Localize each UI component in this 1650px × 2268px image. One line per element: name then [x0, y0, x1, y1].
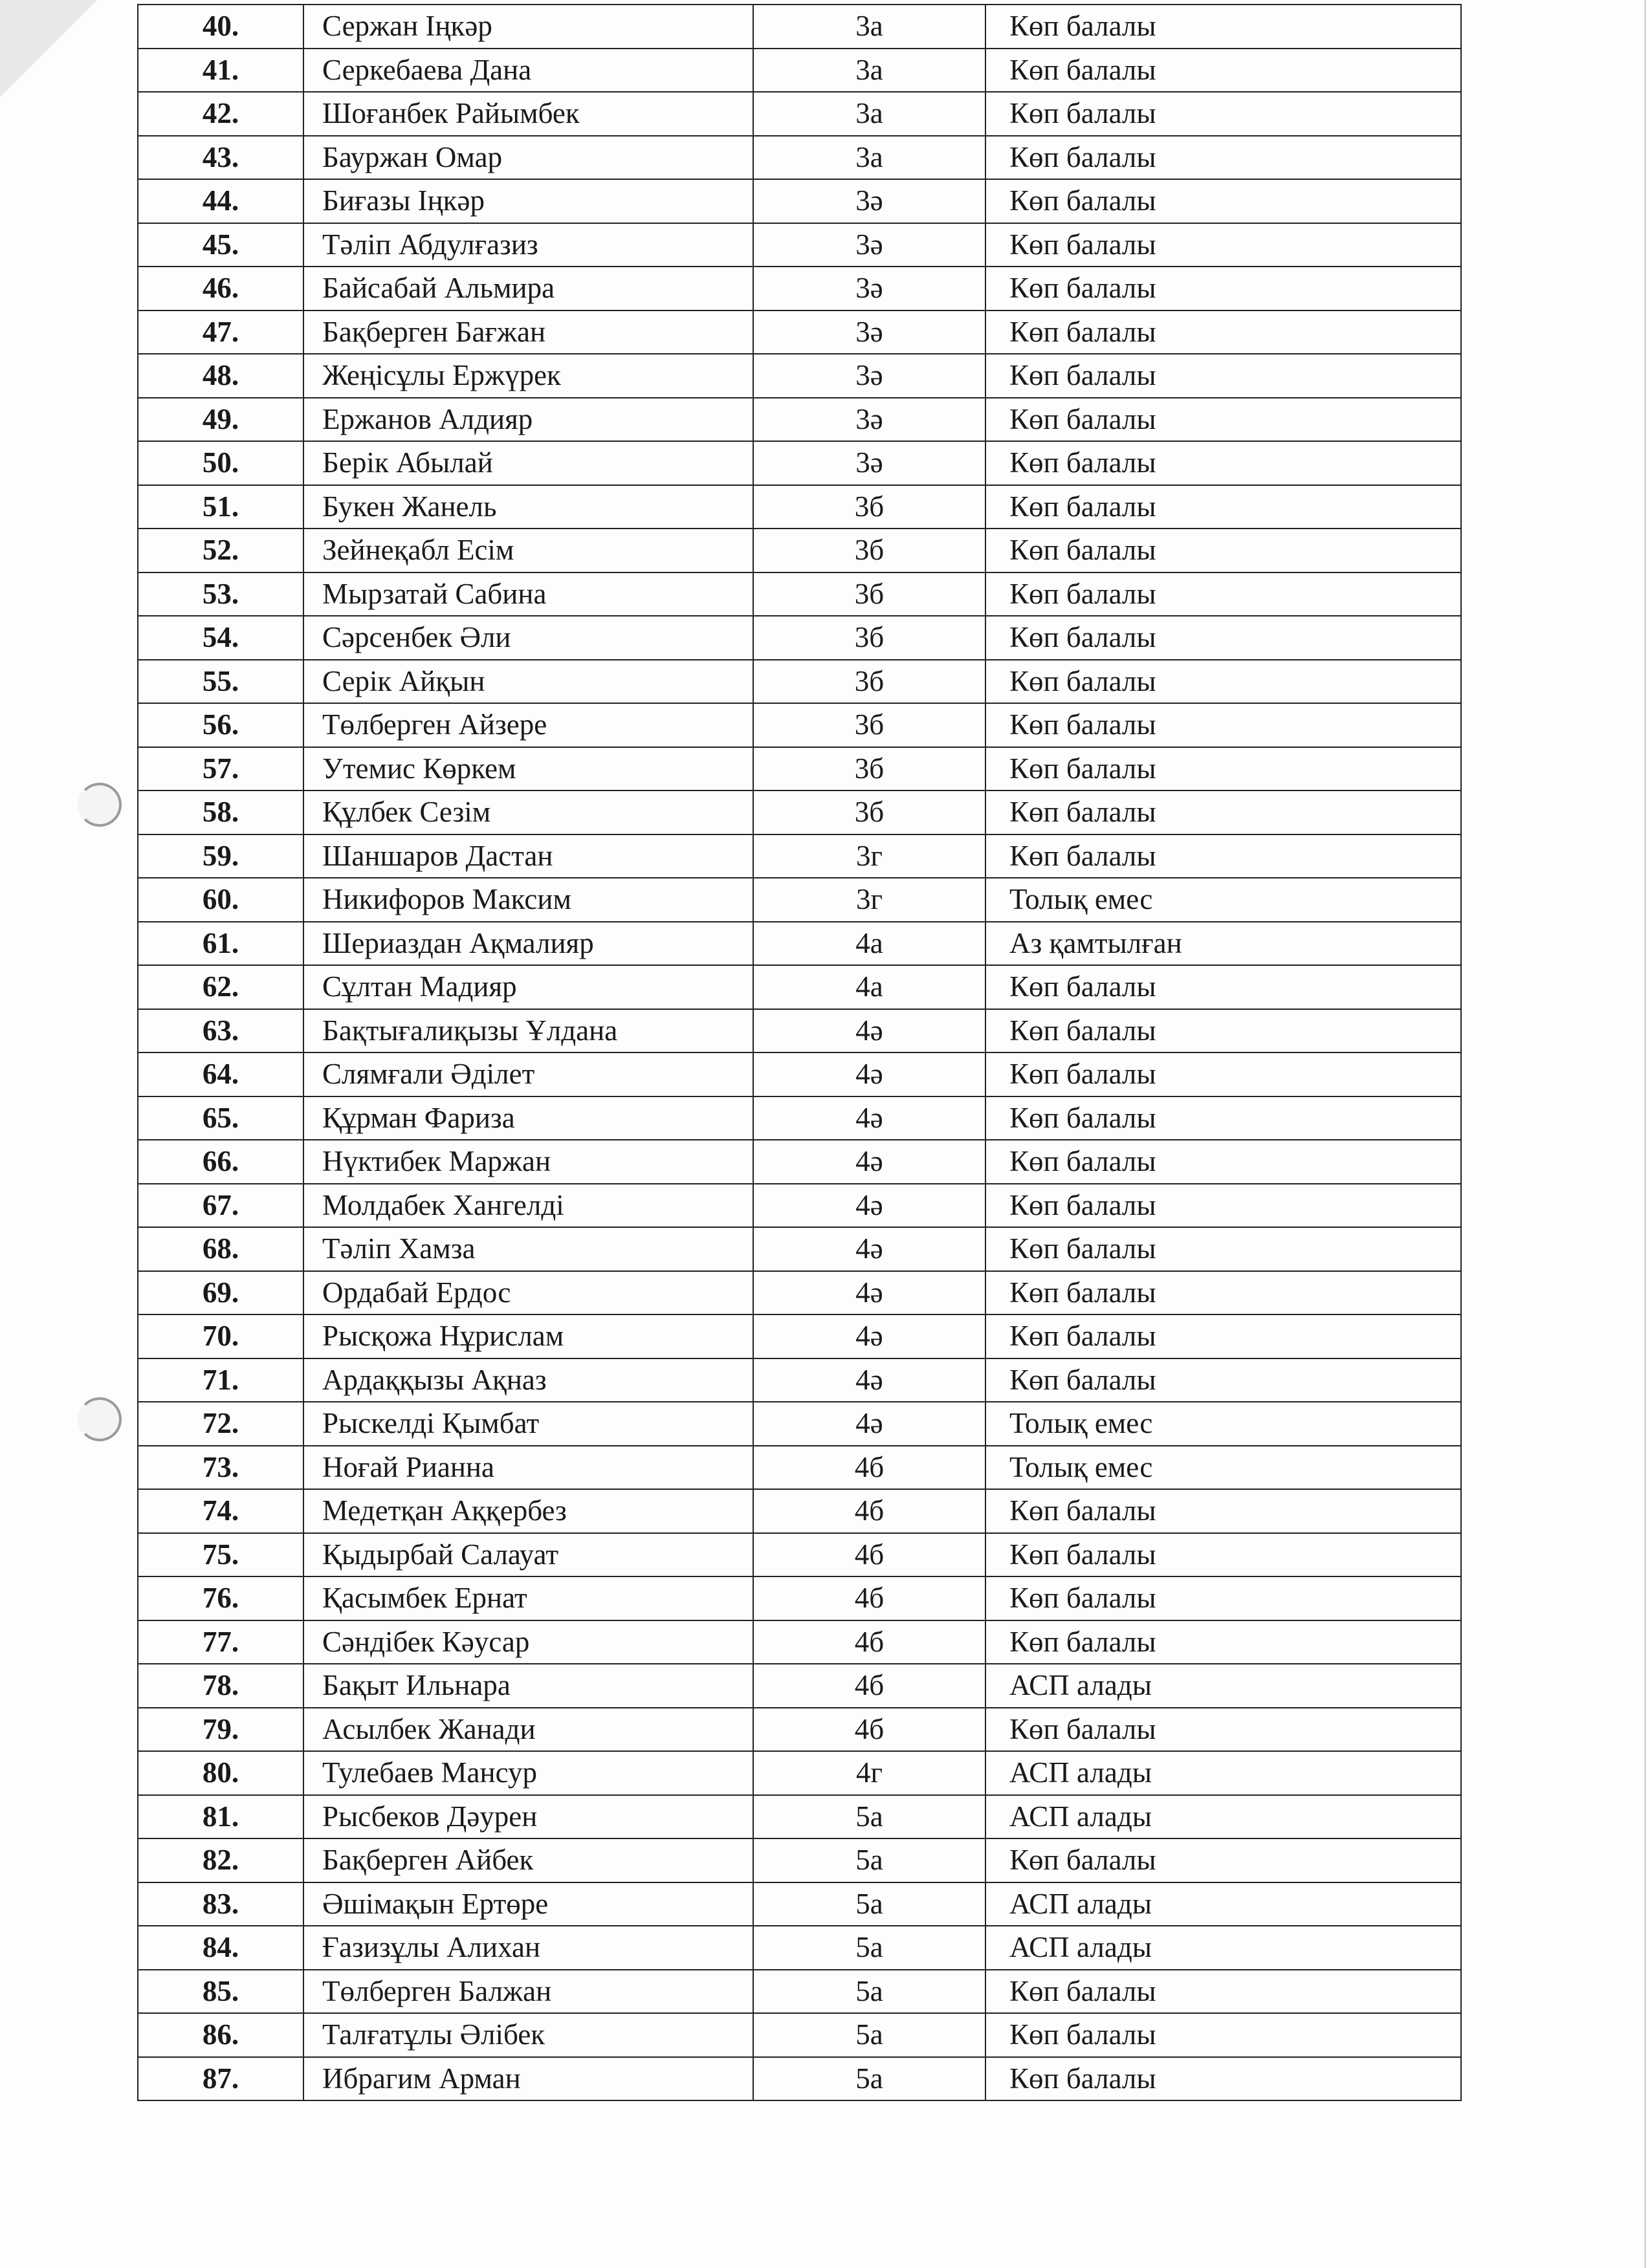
row-number: 67.	[138, 1184, 303, 1228]
student-name: Асылбек Жанади	[303, 1708, 753, 1752]
class-label: 4б	[753, 1489, 985, 1533]
family-status: Көп балалы	[985, 267, 1461, 311]
row-number: 80.	[138, 1751, 303, 1795]
family-status: Көп балалы	[985, 2057, 1461, 2101]
row-number: 83.	[138, 1882, 303, 1926]
table-row	[138, 1664, 1461, 1708]
table-row	[138, 223, 1461, 267]
class-label: 3ә	[753, 267, 985, 311]
row-number: 87.	[138, 2057, 303, 2101]
family-status: Көп балалы	[985, 49, 1461, 93]
row-number: 60.	[138, 878, 303, 922]
student-name: Қыдырбай Салауат	[303, 1533, 753, 1577]
table-row	[138, 1096, 1461, 1140]
student-name: Қасымбек Ернат	[303, 1576, 753, 1620]
student-name: Ибрагим Арман	[303, 2057, 753, 2101]
row-number: 44.	[138, 179, 303, 223]
table-row	[138, 1140, 1461, 1184]
class-label: 4ә	[753, 1402, 985, 1446]
class-label: 3б	[753, 703, 985, 747]
row-number: 45.	[138, 223, 303, 267]
student-name: Зейнеқабл Есім	[303, 529, 753, 572]
row-number: 82.	[138, 1838, 303, 1882]
family-status: АСП алады	[985, 1882, 1461, 1926]
family-status: Көп балалы	[985, 1096, 1461, 1140]
family-status: Көп балалы	[985, 1314, 1461, 1358]
table-row	[138, 1271, 1461, 1315]
punch-hole-icon	[78, 783, 122, 827]
class-label: 4ә	[753, 1227, 985, 1271]
class-label: 3а	[753, 92, 985, 136]
table-row	[138, 485, 1461, 529]
family-status: Көп балалы	[985, 834, 1461, 878]
class-label: 3б	[753, 616, 985, 660]
row-number: 48.	[138, 354, 303, 398]
class-label: 4б	[753, 1664, 985, 1708]
row-number: 43.	[138, 136, 303, 180]
row-number: 77.	[138, 1620, 303, 1664]
class-label: 3а	[753, 5, 985, 49]
family-status: Көп балалы	[985, 1533, 1461, 1577]
student-name: Нүктибек Маржан	[303, 1140, 753, 1184]
table-row	[138, 965, 1461, 1009]
class-label: 4ә	[753, 1096, 985, 1140]
student-name: Утемис Көркем	[303, 747, 753, 791]
student-name: Никифоров Максим	[303, 878, 753, 922]
class-label: 4ә	[753, 1358, 985, 1402]
family-status: Көп балалы	[985, 1227, 1461, 1271]
student-name: Бауржан Омар	[303, 136, 753, 180]
family-status: Көп балалы	[985, 747, 1461, 791]
row-number: 42.	[138, 92, 303, 136]
family-status: Толық емес	[985, 1446, 1461, 1490]
row-number: 57.	[138, 747, 303, 791]
family-status: АСП алады	[985, 1795, 1461, 1839]
table-row	[138, 398, 1461, 442]
row-number: 69.	[138, 1271, 303, 1315]
row-number: 54.	[138, 616, 303, 660]
family-status: Көп балалы	[985, 398, 1461, 442]
family-status: Көп балалы	[985, 1052, 1461, 1096]
row-number: 56.	[138, 703, 303, 747]
student-name: Серік Айқын	[303, 660, 753, 704]
student-name: Медетқан Аққербез	[303, 1489, 753, 1533]
row-number: 79.	[138, 1708, 303, 1752]
class-label: 3а	[753, 49, 985, 93]
row-number: 52.	[138, 529, 303, 572]
family-status: Көп балалы	[985, 616, 1461, 660]
class-label: 5а	[753, 2057, 985, 2101]
family-status: Көп балалы	[985, 791, 1461, 834]
row-number: 71.	[138, 1358, 303, 1402]
student-name: Берік Абылай	[303, 441, 753, 485]
student-name: Слямғали Әділет	[303, 1052, 753, 1096]
student-name: Сәрсенбек Әли	[303, 616, 753, 660]
family-status: Көп балалы	[985, 1358, 1461, 1402]
row-number: 40.	[138, 5, 303, 49]
student-name: Ардаққызы Ақназ	[303, 1358, 753, 1402]
table-row	[138, 834, 1461, 878]
table-row	[138, 922, 1461, 966]
class-label: 5а	[753, 1926, 985, 1970]
class-label: 5а	[753, 1838, 985, 1882]
class-label: 4б	[753, 1533, 985, 1577]
family-status: Көп балалы	[985, 223, 1461, 267]
student-name: Құлбек Сезім	[303, 791, 753, 834]
class-label: 4ә	[753, 1009, 985, 1053]
class-label: 3ә	[753, 179, 985, 223]
student-name: Бақберген Бағжан	[303, 311, 753, 354]
family-status: Көп балалы	[985, 1009, 1461, 1053]
row-number: 41.	[138, 49, 303, 93]
table-row	[138, 703, 1461, 747]
table-row	[138, 267, 1461, 311]
table-row	[138, 2057, 1461, 2101]
class-label: 3б	[753, 529, 985, 572]
student-name: Молдабек Хангелді	[303, 1184, 753, 1228]
family-status: Көп балалы	[985, 136, 1461, 180]
table-row	[138, 1838, 1461, 1882]
table-body	[138, 5, 1461, 2100]
table-row	[138, 49, 1461, 93]
student-name: Сержан Іңкәр	[303, 5, 753, 49]
row-number: 64.	[138, 1052, 303, 1096]
student-name: Сәндібек Кәусар	[303, 1620, 753, 1664]
row-number: 47.	[138, 311, 303, 354]
family-status: Толық емес	[985, 878, 1461, 922]
family-status: Көп балалы	[985, 92, 1461, 136]
row-number: 46.	[138, 267, 303, 311]
row-number: 76.	[138, 1576, 303, 1620]
table-row	[138, 1314, 1461, 1358]
row-number: 78.	[138, 1664, 303, 1708]
family-status: Көп балалы	[985, 1489, 1461, 1533]
table-row	[138, 1926, 1461, 1970]
table-row	[138, 1402, 1461, 1446]
student-name: Тәліп Хамза	[303, 1227, 753, 1271]
table-row	[138, 791, 1461, 834]
class-label: 5а	[753, 2013, 985, 2057]
family-status: Толық емес	[985, 1402, 1461, 1446]
class-label: 3б	[753, 572, 985, 616]
class-label: 5а	[753, 1795, 985, 1839]
family-status: Көп балалы	[985, 1140, 1461, 1184]
table-row	[138, 1576, 1461, 1620]
table-row	[138, 1009, 1461, 1053]
table-row	[138, 878, 1461, 922]
table-row	[138, 1533, 1461, 1577]
table-row	[138, 1184, 1461, 1228]
page-edge	[1644, 0, 1646, 2268]
table-row	[138, 179, 1461, 223]
student-name: Тәліп Абдулғазиз	[303, 223, 753, 267]
row-number: 75.	[138, 1533, 303, 1577]
table-row	[138, 441, 1461, 485]
student-name: Тулебаев Мансур	[303, 1751, 753, 1795]
table-row	[138, 616, 1461, 660]
table-row	[138, 2013, 1461, 2057]
class-label: 3б	[753, 747, 985, 791]
class-label: 3ә	[753, 311, 985, 354]
student-name: Бақберген Айбек	[303, 1838, 753, 1882]
family-status: АСП алады	[985, 1751, 1461, 1795]
student-name: Ержанов Алдияр	[303, 398, 753, 442]
table-row	[138, 311, 1461, 354]
family-status: Көп балалы	[985, 572, 1461, 616]
class-label: 4ә	[753, 1140, 985, 1184]
table-row	[138, 92, 1461, 136]
family-status: Көп балалы	[985, 965, 1461, 1009]
student-name: Шериаздан Ақмалияр	[303, 922, 753, 966]
class-label: 4б	[753, 1708, 985, 1752]
table-row	[138, 136, 1461, 180]
row-number: 74.	[138, 1489, 303, 1533]
row-number: 73.	[138, 1446, 303, 1490]
table-row	[138, 1489, 1461, 1533]
row-number: 53.	[138, 572, 303, 616]
student-name: Ордабай Ердос	[303, 1271, 753, 1315]
student-name: Ғазизұлы Алихан	[303, 1926, 753, 1970]
punch-hole-icon	[78, 1397, 122, 1441]
class-label: 3б	[753, 660, 985, 704]
family-status: Көп балалы	[985, 485, 1461, 529]
row-number: 85.	[138, 1970, 303, 2014]
student-name: Талғатұлы Әлібек	[303, 2013, 753, 2057]
family-status: Көп балалы	[985, 1576, 1461, 1620]
row-number: 55.	[138, 660, 303, 704]
student-name: Рыскелді Қымбат	[303, 1402, 753, 1446]
student-name: Рысбеков Дәурен	[303, 1795, 753, 1839]
student-name: Букен Жанель	[303, 485, 753, 529]
student-name: Биғазы Іңкәр	[303, 179, 753, 223]
table-row	[138, 1970, 1461, 2014]
family-status: Көп балалы	[985, 354, 1461, 398]
class-label: 3г	[753, 834, 985, 878]
class-label: 4ә	[753, 1052, 985, 1096]
table-row	[138, 1620, 1461, 1664]
class-label: 3б	[753, 485, 985, 529]
family-status: Көп балалы	[985, 1708, 1461, 1752]
family-status: Көп балалы	[985, 1970, 1461, 2014]
table-row	[138, 1052, 1461, 1096]
row-number: 66.	[138, 1140, 303, 1184]
table-row	[138, 5, 1461, 49]
class-label: 3ә	[753, 441, 985, 485]
class-label: 3ә	[753, 398, 985, 442]
family-status: Көп балалы	[985, 1838, 1461, 1882]
family-status: Көп балалы	[985, 311, 1461, 354]
row-number: 65.	[138, 1096, 303, 1140]
class-label: 3б	[753, 791, 985, 834]
table-row	[138, 572, 1461, 616]
family-status: Көп балалы	[985, 1184, 1461, 1228]
family-status: Көп балалы	[985, 5, 1461, 49]
class-label: 3ә	[753, 223, 985, 267]
student-name: Бақыт Ильнара	[303, 1664, 753, 1708]
table-row	[138, 1882, 1461, 1926]
row-number: 59.	[138, 834, 303, 878]
row-number: 49.	[138, 398, 303, 442]
class-label: 5а	[753, 1970, 985, 2014]
class-label: 4а	[753, 965, 985, 1009]
student-list-table	[137, 4, 1462, 2101]
student-name: Ноғай Рианна	[303, 1446, 753, 1490]
class-label: 4а	[753, 922, 985, 966]
student-name: Құрман Фариза	[303, 1096, 753, 1140]
family-status: Көп балалы	[985, 529, 1461, 572]
class-label: 4г	[753, 1751, 985, 1795]
class-label: 3а	[753, 136, 985, 180]
class-label: 4б	[753, 1446, 985, 1490]
family-status: Көп балалы	[985, 441, 1461, 485]
folded-corner	[0, 0, 97, 97]
row-number: 81.	[138, 1795, 303, 1839]
class-label: 4б	[753, 1576, 985, 1620]
row-number: 68.	[138, 1227, 303, 1271]
table-row	[138, 1446, 1461, 1490]
family-status: Аз қамтылған	[985, 922, 1461, 966]
table-row	[138, 1795, 1461, 1839]
student-name: Рысқожа Нұрислам	[303, 1314, 753, 1358]
student-name: Сұлтан Мадияр	[303, 965, 753, 1009]
family-status: Көп балалы	[985, 1271, 1461, 1315]
table-row	[138, 660, 1461, 704]
student-name: Мырзатай Сабина	[303, 572, 753, 616]
class-label: 4ә	[753, 1314, 985, 1358]
table-row	[138, 1227, 1461, 1271]
row-number: 61.	[138, 922, 303, 966]
family-status: АСП алады	[985, 1926, 1461, 1970]
row-number: 86.	[138, 2013, 303, 2057]
row-number: 51.	[138, 485, 303, 529]
student-name: Төлберген Балжан	[303, 1970, 753, 2014]
student-name: Серкебаева Дана	[303, 49, 753, 93]
row-number: 63.	[138, 1009, 303, 1053]
class-label: 4ә	[753, 1271, 985, 1315]
student-name: Жеңісұлы Ержүрек	[303, 354, 753, 398]
family-status: Көп балалы	[985, 660, 1461, 704]
row-number: 58.	[138, 791, 303, 834]
row-number: 62.	[138, 965, 303, 1009]
class-label: 4б	[753, 1620, 985, 1664]
table-row	[138, 1358, 1461, 1402]
row-number: 84.	[138, 1926, 303, 1970]
table-row	[138, 747, 1461, 791]
student-name: Шоғанбек Райымбек	[303, 92, 753, 136]
table-row	[138, 1708, 1461, 1752]
family-status: Көп балалы	[985, 2013, 1461, 2057]
student-name: Байсабай Альмира	[303, 267, 753, 311]
family-status: Көп балалы	[985, 1620, 1461, 1664]
row-number: 70.	[138, 1314, 303, 1358]
class-label: 3ә	[753, 354, 985, 398]
class-label: 4ә	[753, 1184, 985, 1228]
student-name: Төлберген Айзере	[303, 703, 753, 747]
table-row	[138, 529, 1461, 572]
family-status: АСП алады	[985, 1664, 1461, 1708]
class-label: 5а	[753, 1882, 985, 1926]
student-name: Бақтығалиқызы Ұлдана	[303, 1009, 753, 1053]
family-status: Көп балалы	[985, 179, 1461, 223]
student-name: Әшімақын Ертөре	[303, 1882, 753, 1926]
row-number: 72.	[138, 1402, 303, 1446]
table-row	[138, 1751, 1461, 1795]
student-name: Шаншаров Дастан	[303, 834, 753, 878]
family-status: Көп балалы	[985, 703, 1461, 747]
row-number: 50.	[138, 441, 303, 485]
class-label: 3г	[753, 878, 985, 922]
table-row	[138, 354, 1461, 398]
